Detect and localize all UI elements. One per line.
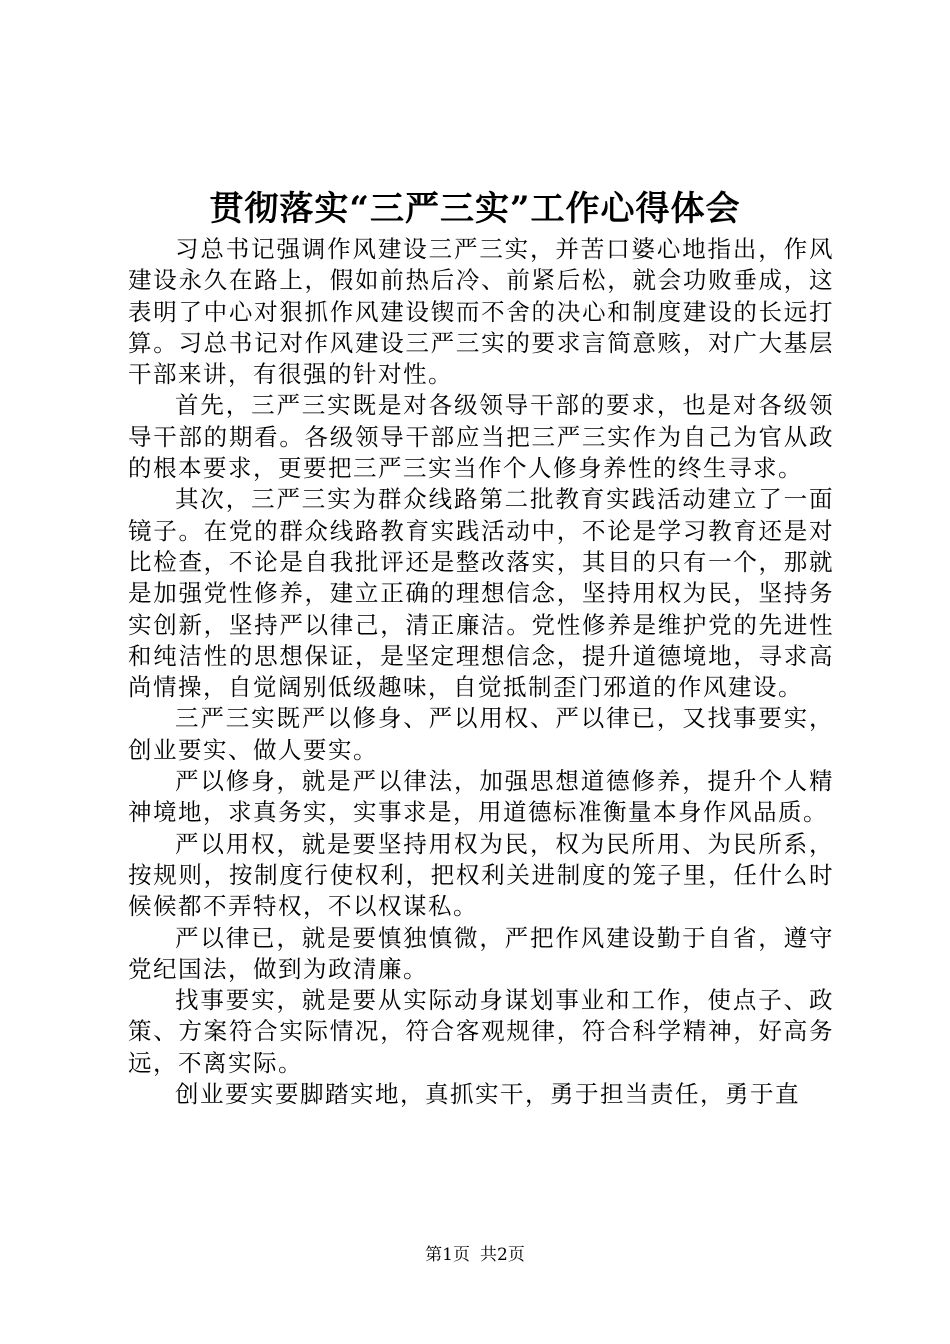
paragraph: 严以修身，就是严以律法，加强思想道德修养，提升个人精神境地，求真务实，实事求是，用道德标准衡量本身作风品质。	[128, 767, 834, 827]
paragraph: 三严三实既严以修身、严以用权、严以律已，又找事要实，创业要实、做人要实。	[128, 704, 834, 764]
paragraph: 找事要实，就是要从实际动身谋划事业和工作，使点子、政策、方案符合实际情况，符合客观规律，符合科学精神，好高务远，不离实际。	[128, 986, 834, 1077]
paragraph: 首先，三严三实既是对各级领导干部的要求，也是对各级领导干部的期看。各级领导干部应当把三严三实作为自己为官从政的根本要求，更要把三严三实当作个人修身养性的终生寻求。	[128, 391, 834, 483]
paragraph: 严以律已，就是要慎独慎微，严把作风建设勤于自省，遵守党纪国法，做到为政清廉。	[128, 923, 834, 983]
page-total: 共2页	[480, 1245, 525, 1265]
page-footer	[0, 1243, 950, 1267]
document-body	[128, 234, 834, 1110]
paragraph: 严以用权，就是要坚持用权为民，权为民所用、为民所系，按规则，按制度行使权利，把权利关进制度的笼子里，任什么时候候都不弄特权，不以权谋私。	[128, 829, 834, 921]
page-number: 第1页	[425, 1245, 470, 1265]
paragraph: 创业要实要脚踏实地，真抓实干，勇于担当责任，勇于直	[175, 1080, 800, 1109]
paragraph: 习总书记强调作风建设三严三实，并苦口婆心地指出，作风建设永久在路上，假如前热后冷、前紧后松，就会功败垂成，这表明了中心对狠抓作风建设锲而不舍的决心和制度建设的长远打算。习总书记对作风建设三严三实的要求言简意赅，对广大基层干部来讲，有很强的针对性。	[128, 235, 834, 389]
paragraph: 其次，三严三实为群众线路第二批教育实践活动建立了一面镜子。在党的群众线路教育实践活动中，不论是学习教育还是对比检查，不论是自我批评还是整改落实，其目的只有一个，那就是加强党性修养，建立正确的理想信念，坚持用权为民，坚持务实创新，坚持严以律己，清正廉洁。党性修养是维护党的先进性和纯洁性的思想保证，是坚定理想信念，提升道德境地，寻求高尚情操，自觉阔别低级趣味，自觉抵制歪门邪道的作风建设。	[128, 485, 834, 702]
page-title: 贯彻落实“三严三实”工作心得体会	[209, 189, 741, 229]
